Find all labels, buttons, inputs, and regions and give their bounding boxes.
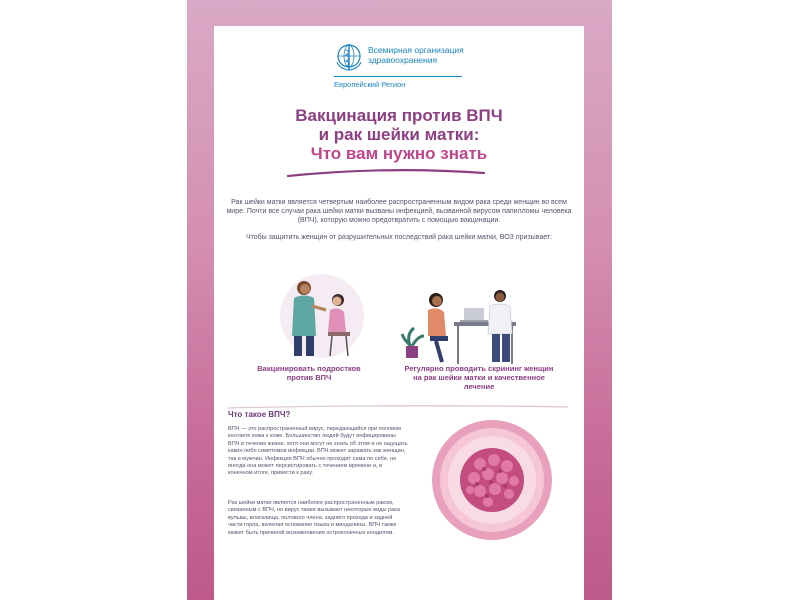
about-paragraph-1: ВПЧ — это распространенный вирус, передающийся при половом контакте кожа к коже. Большинство людей будут инфицированы ВПЧ в течение жизни, хотя они могут не знать об этом и не ощущать каких-либо симптомов инфекции. ВПЧ может заражать как женщин, так и мужчин. Инфекция ВПЧ обычно проходит сама по себе, но иногда она может персистировать с течением времени и, в конечном итоге, привести к раку. xyxy=(228,426,408,477)
title-line1: Вакцинация против ВПЧ xyxy=(295,106,503,125)
action-screening: Регулярно проводить скрининг женщин на рак шейки матки и качественное лечение xyxy=(404,364,554,391)
hpv-cell-illustration xyxy=(430,418,554,542)
org-divider xyxy=(334,76,462,77)
about-paragraph-2: Рак шейки матки является наиболее распространенным раком, связанным с ВПЧ, но вирус также вызывает некоторые виды рака вульвы, влагалища, полового члена, заднего прохода и задней части горла, включая основание языка и миндалины. ВПЧ также может быть причиной возникновения остроконечных кондилом. xyxy=(228,500,400,536)
org-name xyxy=(368,45,478,65)
poster-sheet xyxy=(214,26,584,600)
title-underline-swoosh xyxy=(286,164,486,180)
action-vaccinate: Вакцинировать подростков против ВПЧ xyxy=(257,364,361,382)
intro-call: Чтобы защитить женщин от разрушительных последствий рака шейки матки, ВОЗ призывает: xyxy=(245,234,553,241)
intro-paragraph: Рак шейки матки является четвертым наиболее распространенным видом рака среди женщин во всем мире. Почти все случаи рака шейки матки вызваны инфекцией, вызванной вирусом папилломы человека (ВПЧ), которую можно предотвратить с помощью вакцинации. xyxy=(226,199,572,224)
who-emblem-icon xyxy=(334,42,364,72)
org-name-line2: здравоохранения xyxy=(368,55,438,65)
org-name-line1: Всемирная организация xyxy=(368,45,464,55)
about-heading: Что такое ВПЧ? xyxy=(228,410,291,419)
screening-illustration xyxy=(400,276,536,368)
title-line2: и рак шейки матки: xyxy=(318,125,480,144)
vaccination-illustration xyxy=(264,266,374,366)
poster-title xyxy=(214,106,584,163)
title-line3: Что вам нужно знать xyxy=(310,144,488,163)
who-logo xyxy=(334,42,474,94)
region-label: Европейский Регион xyxy=(334,80,406,89)
